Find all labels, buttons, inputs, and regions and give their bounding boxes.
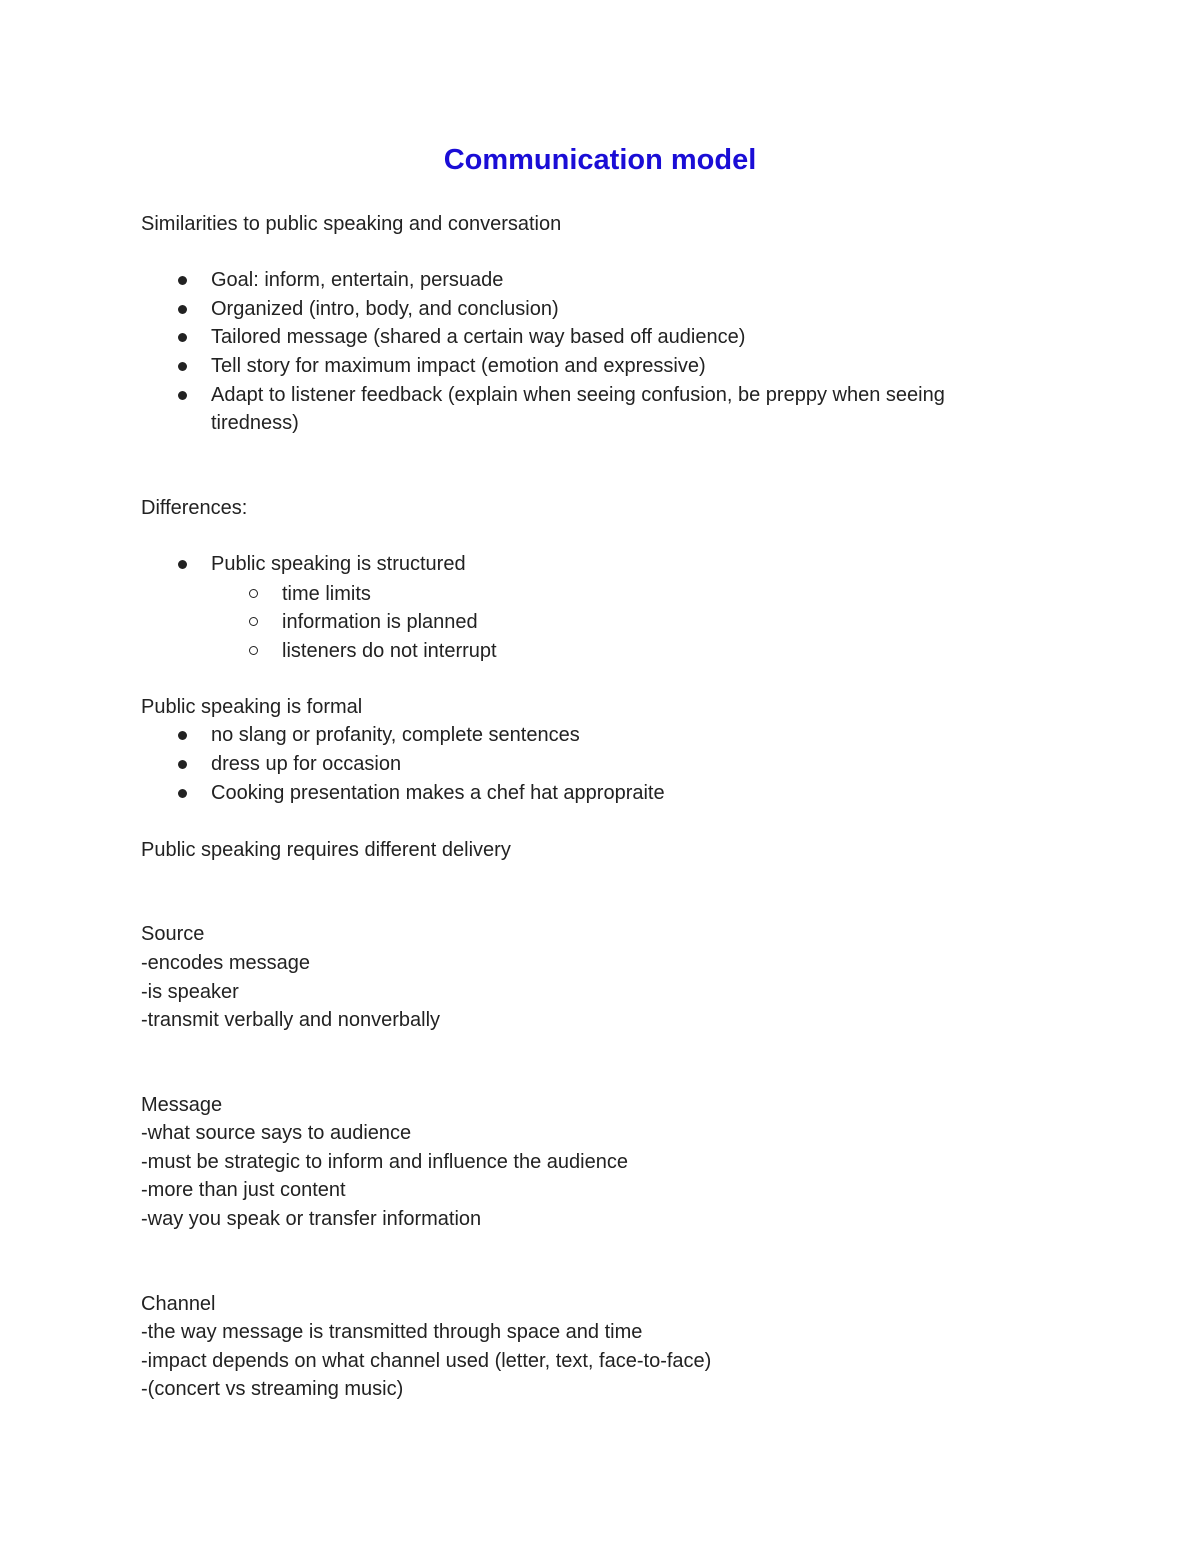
bullet-item: Organized (intro, body, and conclusion) — [211, 295, 559, 323]
message-line: -what source says to audience — [141, 1122, 412, 1144]
bullet-item: Public speaking is structured — [211, 550, 466, 578]
similarities-heading: Similarities to public speaking and conversation — [141, 213, 562, 235]
message-line: -more than just content — [141, 1179, 346, 1201]
message-line: -must be strategic to inform and influence the audience — [141, 1151, 628, 1173]
bullet-item-continuation: tiredness) — [211, 412, 299, 434]
source-line: -encodes message — [141, 952, 310, 974]
sub-bullet-item: time limits — [282, 580, 371, 608]
delivery-heading: Public speaking requires different delivery — [141, 839, 511, 861]
source-heading: Source — [141, 923, 205, 945]
differences-heading: Differences: — [141, 497, 248, 519]
message-line: -way you speak or transfer information — [141, 1208, 482, 1230]
message-heading: Message — [141, 1094, 223, 1116]
bullet-item: Goal: inform, entertain, persuade — [211, 266, 503, 294]
bullet-item: Tailored message (shared a certain way based off audience) — [211, 323, 745, 351]
channel-heading: Channel — [141, 1293, 216, 1315]
bullet-item: Adapt to listener feedback (explain when seeing confusion, be preppy when seeing — [211, 381, 945, 409]
source-line: -is speaker — [141, 981, 239, 1003]
page-title: Communication model — [443, 144, 757, 176]
channel-line: -impact depends on what channel used (letter, text, face-to-face) — [141, 1350, 712, 1372]
channel-line: -(concert vs streaming music) — [141, 1378, 404, 1400]
bullet-item: Tell story for maximum impact (emotion and expressive) — [211, 352, 706, 380]
bullet-item: dress up for occasion — [211, 750, 401, 778]
bullet-item: Cooking presentation makes a chef hat appropraite — [211, 779, 665, 807]
formal-heading: Public speaking is formal — [141, 696, 363, 718]
source-line: -transmit verbally and nonverbally — [141, 1009, 441, 1031]
sub-bullet-item: information is planned — [282, 608, 478, 636]
channel-line: -the way message is transmitted through space and time — [141, 1321, 643, 1343]
bullet-item: no slang or profanity, complete sentences — [211, 721, 580, 749]
sub-bullet-item: listeners do not interrupt — [282, 637, 497, 665]
